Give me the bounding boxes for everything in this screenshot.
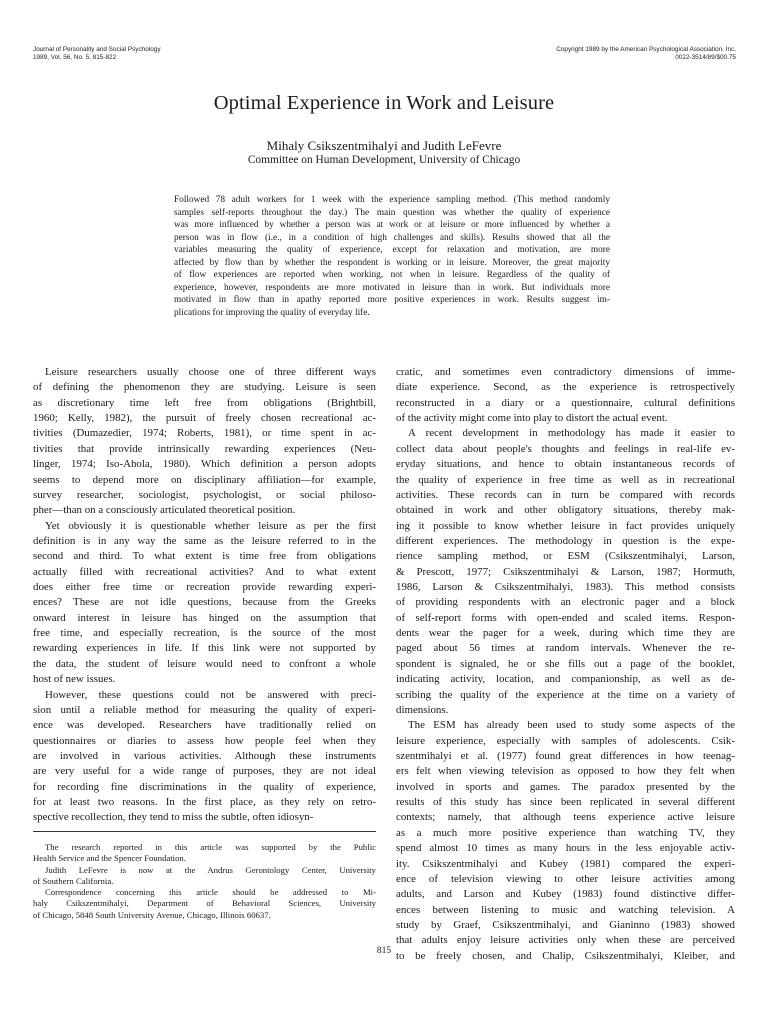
text-line: definition is in any way the same as the leisure referred to in the xyxy=(33,534,376,547)
text-line: as a much more positive experience than watching TV, they xyxy=(396,826,735,839)
text-line: rience sampling method, or ESM (Csikszentmihalyi, Larson, xyxy=(396,550,735,563)
text-line: actually filled with recreational activities? And to what extent xyxy=(33,565,376,578)
abstract-line: experience, however, respondents are more motivated in leisure than in work. But individuals more xyxy=(174,282,610,293)
text-line: ence was developed. Researchers have traditionally relied on xyxy=(33,719,376,732)
text-line: 1986, Larson & Csikszentmihalyi, 1983). This method consists xyxy=(396,581,735,594)
article-code: 0022-3514/89/$00.75 xyxy=(675,54,736,61)
journal-issue: 1989, Vol. 56, No. 5, 815-822 xyxy=(33,54,117,61)
text-line: second and third. To what extent is time free from obligations xyxy=(33,550,376,563)
text-line: spend almost 10 times as many hours in the less enjoyable activ- xyxy=(396,842,735,855)
text-line: Leisure researchers usually choose one of three different ways xyxy=(45,366,376,378)
abstract-line: plications for improving the quality of everyday life. xyxy=(174,307,370,318)
footnote-rule xyxy=(33,831,376,832)
text-line: A recent development in methodology has made it easier to xyxy=(408,427,735,440)
text-line: the quality of experience in free time as well as in recreational xyxy=(396,473,735,486)
text-line: 1960; Kelly, 1982), the pursuit of freely chosen recreational ac- xyxy=(33,412,376,425)
text-line: for recording fine discriminations in the quality of experience, xyxy=(33,780,376,793)
text-line: Yet obviously it is questionable whether leisure as per the first xyxy=(45,519,376,532)
abstract-line: Followed 78 adult workers for 1 week with the experience sampling method. (This method randomly xyxy=(174,195,610,205)
text-line: study by Graef, Csikszentmihalyi, and Gianinno (1983) showed xyxy=(396,918,735,931)
footnote-line: Correspondence concerning this article should be addressed to Mi- xyxy=(45,887,376,898)
text-line: of providing respondents with an electronic pager and a block xyxy=(396,596,735,609)
journal-name: Journal of Personality and Social Psychology xyxy=(33,46,161,53)
footnote-line: The research reported in this article was supported by the Public xyxy=(45,842,376,852)
text-line: to be freely chosen, and Chalip, Csikszentmihalyi, Kleiber, and xyxy=(396,949,735,962)
text-line: szentmihalyi et al. (1977) found great differences in how teenag- xyxy=(396,749,735,762)
abstract-line: of flow experiences are reported when working, not when in leisure. Regardless of the quality of xyxy=(174,270,610,280)
text-line: the data, the student of leisure would need to confront a whole xyxy=(33,657,376,670)
footnote-line: haly Csikszentmihalyi, Department of Behavioral Sciences, University xyxy=(33,898,376,909)
text-line: host of new issues. xyxy=(33,673,116,686)
page-number: 815 xyxy=(376,946,392,956)
author-affiliation: Committee on Human Development, University of Chicago xyxy=(247,154,521,166)
text-line: of defining the phenomenon they are studying. Leisure is seen xyxy=(33,381,376,394)
text-line: spondent is signaled, he or she fills out a page of the booklet, xyxy=(396,657,735,670)
footnotes xyxy=(33,842,376,921)
footnote-line: of Southern California. xyxy=(33,875,114,886)
text-line: pher—than on a consciously articulated theoretical position. xyxy=(33,504,296,517)
text-line: collect data about people's thoughts and feelings in real-life ev- xyxy=(396,442,735,455)
body-column-right xyxy=(396,365,735,964)
text-line: linger, 1974; Iso-Ahola, 1980). Which definition a person adopts xyxy=(33,458,376,471)
abstract-line: motivated in flow than in apathy reported more positive experiences in work. Results suggest im- xyxy=(174,295,610,305)
text-line: different experiences. The methodology in question is the expe- xyxy=(396,534,735,547)
text-line: dimensions. xyxy=(396,703,449,716)
text-line: The ESM has already been used to study some aspects of the xyxy=(408,719,735,732)
text-line: spective recollection, they tend to miss the subtle, often idiosyn- xyxy=(33,811,314,824)
text-line: ers felt when viewing television as opposed to how they felt when xyxy=(396,765,735,778)
body-column-left xyxy=(33,365,376,826)
footnote-line: Judith LeFevre is now at the Andrus Gerontology Center, University xyxy=(45,864,376,875)
text-line: involved in sports and games. The paradox presented by the xyxy=(396,780,735,793)
running-header-right xyxy=(556,46,736,62)
text-line: as discretionary time left free from obligations (Brightbill, xyxy=(33,396,376,409)
text-line: tivities (Dumazedier, 1974; Roberts, 1981), or time spent in ac- xyxy=(33,427,376,440)
text-line: results of this study has since been replicated in several different xyxy=(396,796,735,809)
text-line: indicating activity, location, and companionship, as well as de- xyxy=(396,673,735,686)
text-line: sion until a reliable method for measuring the quality of experi- xyxy=(33,703,376,716)
text-line: ences between listening to music and watching television. A xyxy=(396,903,735,916)
text-line: tivities that provide intrinsically rewarding experiences (Neu- xyxy=(33,442,376,455)
text-line: reconstructed in a diary or a questionnaire, cultural definitions xyxy=(396,396,735,409)
text-line: seems to depend more on disciplinary affiliation—for example, xyxy=(33,473,376,486)
text-line: leisure experience, especially with samples of adolescents. Csik- xyxy=(396,734,735,747)
text-line: does either free time or recreation provide rewarding experi- xyxy=(33,581,376,594)
text-line: questionnaires or diaries to assess how people feel when they xyxy=(33,734,376,747)
abstract-line: variables measuring the quality of experience, except for relaxation and motivation, are more xyxy=(174,245,610,255)
running-header-left xyxy=(33,46,161,62)
text-line: of self-report forms with open-ended and scaled items. Respon- xyxy=(396,611,735,624)
abstract-line: samples self-reports throughout the day.) The main question was whether the quality of experience xyxy=(174,207,610,218)
article-title: Optimal Experience in Work and Leisure xyxy=(213,92,555,114)
text-line: scribing the quality of the experience at the time on a variety of xyxy=(396,688,735,701)
text-line: onward interest in leisure has hinged on the assumption that xyxy=(33,611,376,624)
text-line: & Prescott, 1977; Csikszentmihalyi & Larson, 1987; Hormuth, xyxy=(396,565,735,578)
text-line: contexts; namely, that although teens experience active leisure xyxy=(396,811,735,824)
text-line: of the activity might come into play to distort the actual event. xyxy=(396,412,668,425)
text-line: paged about 56 times at random intervals. Whenever the re- xyxy=(396,642,735,655)
text-line: activities. These records can in turn be compared with records xyxy=(396,488,735,501)
text-line: for at least two reasons. In the first place, as they rely on retro- xyxy=(33,796,376,809)
footnote-line: of Chicago, 5848 South University Avenue, Chicago, Illinois 60637. xyxy=(33,909,271,920)
text-line: are very useful for a wide range of purposes, they are not ideal xyxy=(33,765,376,778)
text-line: that adults enjoy leisure activities only when these are perceived xyxy=(396,934,735,947)
text-line: rewarding experiences in life. If this link were not supported by xyxy=(33,642,376,655)
text-line: ing it possible to know whether leisure in fact provides uniquely xyxy=(396,519,735,532)
abstract-line: affected by flow than by whether the respondent is working or in leisure. Moreover, the great majority xyxy=(174,257,610,268)
abstract-line: was more influenced by whether a person was at work or at leisure or more influenced by whether a xyxy=(174,220,610,230)
text-line: adults, and Larson and Kubey (1983) found distinctive differ- xyxy=(396,888,735,901)
text-line: ences? These are not idle questions, because from the Greeks xyxy=(33,596,376,609)
footnote-line: Health Service and the Spencer Foundation. xyxy=(33,853,186,864)
text-line: free time, and especially recreation, is the source of the most xyxy=(33,627,376,640)
abstract-line: person was in flow (i.e., in a condition of high challenges and skills). Results showed that all the xyxy=(174,232,610,243)
abstract xyxy=(174,194,610,319)
text-line: dents wear the pager for a week, during which time they are xyxy=(396,627,735,640)
text-line: ence of television viewing to other leisure activities among xyxy=(396,872,735,885)
text-line: obtained in work and other obligatory situations, thereby mak- xyxy=(396,504,735,517)
text-line: cratic, and sometimes even contradictory dimensions of imme- xyxy=(396,366,735,378)
text-line: diate experience. Second, as the experience is retrospectively xyxy=(396,381,735,394)
text-line: survey researcher, sociologist, psychologist, or social philoso- xyxy=(33,488,376,501)
text-line: However, these questions could not be answered with preci- xyxy=(45,688,376,701)
text-line: eryday situations, and hence to obtain instantaneous records of xyxy=(396,458,735,471)
text-line: ity. Csikszentmihalyi and Kubey (1981) compared the experi- xyxy=(396,857,735,870)
author-names: Mihaly Csikszentmihalyi and Judith LeFevre xyxy=(266,138,502,153)
copyright-notice: Copyright 1989 by the American Psychological Association, Inc. xyxy=(556,46,736,53)
text-line: are involved in various activities. Although these instruments xyxy=(33,749,376,762)
